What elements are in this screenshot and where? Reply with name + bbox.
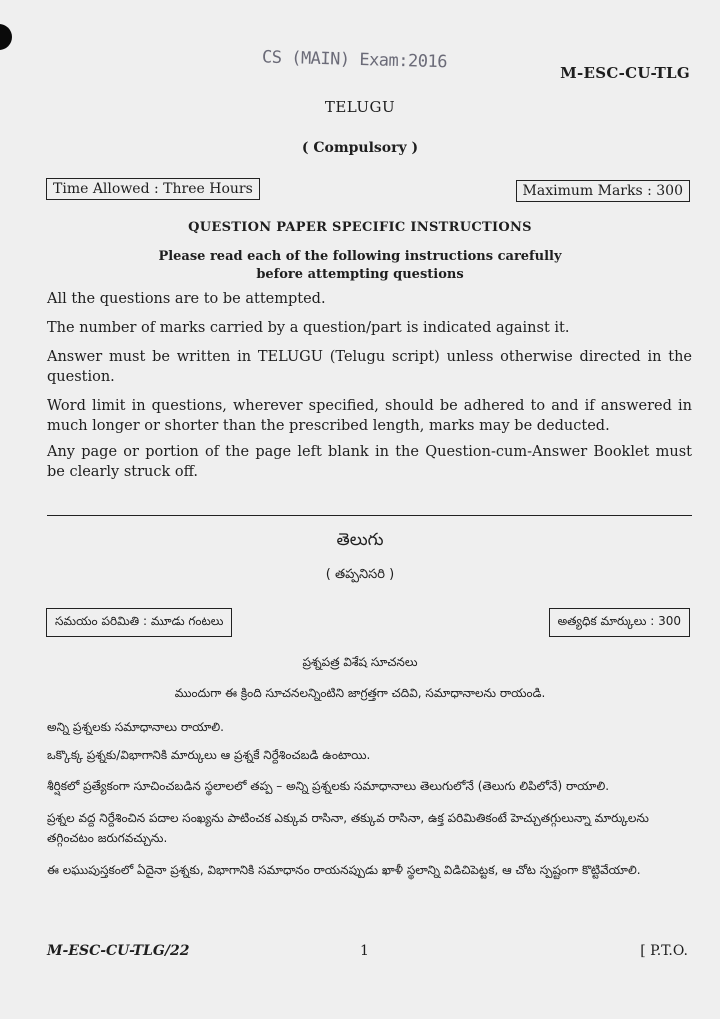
- paper-subtitle: ( Compulsory ): [301, 140, 419, 156]
- instructions-heading: QUESTION PAPER SPECIFIC INSTRUCTIONS: [188, 220, 532, 235]
- telugu-marks-box: అత్యధిక మార్కులు : 300: [549, 608, 690, 637]
- punch-hole: [0, 24, 12, 50]
- maximum-marks-box: Maximum Marks : 300: [516, 180, 690, 202]
- telugu-heading: ప్రశ్నపత్ర విశేష సూచనలు: [302, 655, 418, 669]
- telugu-instruction-item: శీర్షికలో ప్రత్యేకంగా సూచించబడిన స్థలాలలో తప్ప – అన్ని ప్రశ్నలకు సమాధానాలు తెలుగులోనే (తెలుగు లిపిలోనే) రాయాలి.: [47, 779, 610, 793]
- section-divider: [47, 515, 692, 516]
- please-line-2: before attempting questions: [256, 267, 464, 282]
- telugu-instruction-item: ప్రశ్నల వద్ద నిర్దేశించిన పదాల సంఖ్యను పాటించక ఎక్కువ రాసినా, తక్కువ రాసినా, ఉక్త పరిమితికంటే హెచ్చుతగ్గులున్నా మార్కులను తగ్గించటం జరుగవచ్చును.: [47, 811, 649, 845]
- instruction-item: Answer must be written in TELUGU (Telugu script) unless otherwise directed in the question.: [47, 349, 692, 385]
- exam-stamp: CS (MAIN) Exam:2016: [261, 47, 448, 73]
- instruction-item: The number of marks carried by a question/part is indicated against it.: [47, 320, 570, 336]
- footer-code: M-ESC-CU-TLG/22: [47, 943, 190, 959]
- instruction-item: All the questions are to be attempted.: [47, 291, 326, 307]
- time-allowed-box: Time Allowed : Three Hours: [46, 178, 260, 200]
- telugu-subtitle: ( తప్పనిసరి ): [325, 567, 395, 582]
- telugu-time-box: సమయం పరిమితి : మూడు గంటలు: [46, 608, 232, 637]
- telugu-instruction-item: ఈ లఘుపుస్తకంలో ఏదైనా ప్రశ్నకు, విభాగానికి సమాధానం రాయనప్పుడు ఖాళీ స్థలాన్ని విడిచిపెట్టక, ఆ చోట స్పష్టంగా కొట్టివేయాలి.: [47, 863, 641, 877]
- instructions-please: [0, 248, 720, 284]
- instruction-item: Word limit in questions, wherever specified, should be adhered to and if answered in much longer or shorter than the prescribed length, marks may be deducted.: [47, 398, 692, 434]
- telugu-please: ముందుగా ఈ క్రింది సూచనలన్నింటిని జాగ్రత్తగా చదివి, సమాధానాలను రాయండి.: [174, 686, 546, 700]
- telugu-instruction-item: ఒక్కొక్క ప్రశ్నకు/విభాగానికి మార్కులు ఆ ప్రశ్నకే నిర్దేశించబడి ఉంటాయి.: [47, 748, 371, 762]
- paper-title: TELUGU: [324, 98, 396, 116]
- page-number: 1: [360, 943, 369, 959]
- please-line-1: Please read each of the following instructions carefully: [158, 249, 562, 264]
- telugu-title: తెలుగు: [336, 530, 384, 550]
- telugu-instruction-item: అన్ని ప్రశ్నలకు సమాధానాలు రాయాలి.: [47, 720, 224, 734]
- pto-label: [ P.T.O.: [640, 943, 688, 959]
- paper-code: M-ESC-CU-TLG: [560, 64, 690, 82]
- instruction-item: Any page or portion of the page left blank in the Question-cum-Answer Booklet must be clearly struck off.: [47, 444, 692, 480]
